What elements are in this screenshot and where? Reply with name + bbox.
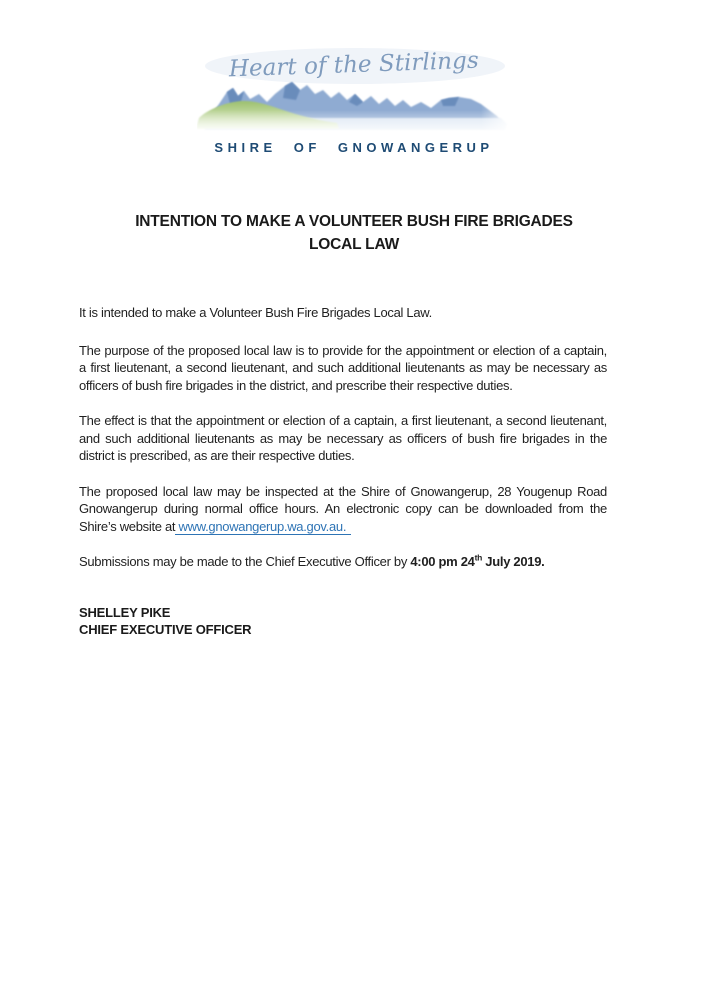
paragraph-inspection: [79, 483, 607, 536]
paragraph-intent: It is intended to make a Volunteer Bush Fire Brigades Local Law.: [79, 305, 432, 320]
paragraph-submissions: [79, 553, 607, 571]
document-body: [0, 304, 708, 571]
shire-logo: [197, 44, 512, 139]
logo-script-text: Heart of the Stirlings: [227, 47, 478, 83]
signatory-title: CHIEF EXECUTIVE OFFICER: [79, 621, 252, 637]
page-title-line1: INTENTION TO MAKE A VOLUNTEER BUSH FIRE BRIGADES: [135, 213, 573, 230]
letterhead: [0, 0, 708, 155]
bottom-fade: [197, 110, 512, 139]
page-title: [0, 210, 708, 256]
submissions-deadline-date: July 2019.: [482, 554, 545, 569]
submissions-deadline-ordinal: th: [474, 552, 482, 563]
submissions-deadline-time: 4:00 pm 24: [410, 554, 475, 569]
page-title-line2: LOCAL LAW: [308, 236, 400, 253]
submissions-text: Submissions may be made to the Chief Executive Officer by: [79, 554, 411, 569]
inspection-text: The proposed local law may be inspected at the Shire of Gnowangerup, 28 Yougenup Road Gnowangerup during normal office hours. An electronic copy can be downloaded from the Shire’s website at: [79, 483, 607, 534]
signatory-name: SHELLEY PIKE: [79, 604, 171, 620]
right-fade: [481, 74, 512, 134]
signature-block: [0, 604, 708, 638]
paragraph-effect: The effect is that the appointment or election of a captain, a first lieutenant, a second lieutenant, and such additional lieutenants as may be necessary as officers of bush fire brigades in the district is prescribed, as are their respective duties.: [79, 413, 607, 463]
shire-website-link[interactable]: www.gnowangerup.wa.gov.au.: [175, 519, 351, 535]
paragraph-purpose: The purpose of the proposed local law is to provide for the appointment or election of a captain, a first lieutenant, a second lieutenant, and such additional lieutenants as may be necessary as officers of bush fire brigades in the district, and prescribe their respective duties.: [79, 342, 607, 393]
org-name: SHIRE OF GNOWANGERUP: [214, 140, 494, 155]
